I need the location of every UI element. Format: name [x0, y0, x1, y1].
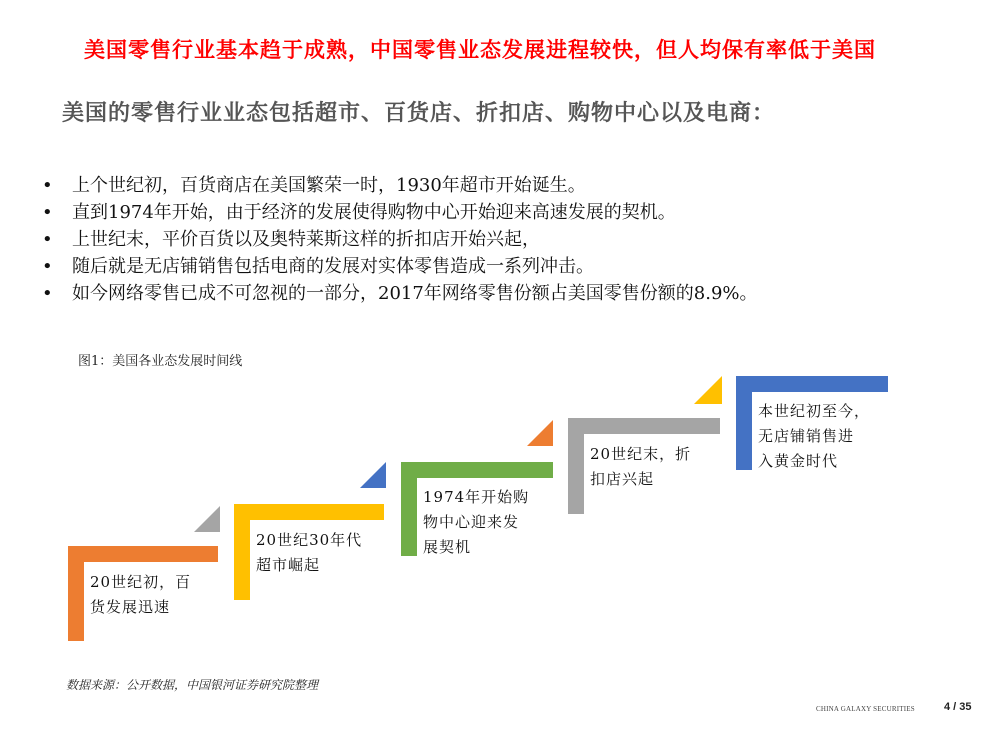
step-1-line-2: 货发展迅速 — [90, 598, 171, 616]
bullet-item — [38, 253, 858, 280]
bullet-item — [38, 172, 858, 199]
step-3-line-2: 物中心迎来发 — [423, 513, 520, 531]
step-3-text — [423, 485, 529, 560]
bullet-list — [38, 172, 858, 307]
step-1-top-bar — [68, 546, 218, 562]
step-1-text — [90, 570, 191, 620]
step-5-side-bar — [736, 376, 752, 470]
step-4-triangle-icon — [694, 376, 722, 404]
step-4-top-bar — [568, 418, 720, 434]
bullet-text: 如今网络零售已成不可忽视的一部分，2017年网络零售份额占美国零售份额的8.9%。 — [72, 283, 758, 304]
step-3-line-1: 1974年开始购 — [423, 488, 530, 506]
bullet-dot-icon: • — [42, 229, 53, 250]
step-5-line-2: 无店铺销售进 — [758, 427, 855, 445]
step-4-line-1: 20世纪末，折 — [590, 445, 692, 463]
step-5-top-bar — [736, 376, 888, 392]
step-2-text — [256, 528, 362, 578]
bullet-item — [38, 280, 842, 307]
step-3-top-bar — [401, 462, 553, 478]
footer-brand-logo: CHINA GALAXY SECURITIES — [816, 705, 915, 713]
data-source: 数据来源：公开数据，中国银河证券研究院整理 — [66, 678, 319, 692]
bullet-item — [38, 226, 858, 253]
figure-caption: 图1：美国各业态发展时间线 — [78, 354, 243, 369]
step-3-line-3: 展契机 — [423, 538, 472, 556]
step-1-line-1: 20世纪初，百 — [90, 573, 192, 591]
step-5-line-3: 入黄金时代 — [758, 452, 839, 470]
bullet-dot-icon: • — [42, 175, 53, 196]
bullet-item — [38, 199, 858, 226]
bullet-text: 上个世纪初，百货商店在美国繁荣一时，1930年超市开始诞生。 — [72, 175, 586, 196]
page-number: 4 / 35 — [944, 701, 972, 713]
bullet-text: 直到1974年开始，由于经济的发展使得购物中心开始迎来高速发展的契机。 — [72, 202, 676, 223]
step-2-line-2: 超市崛起 — [256, 556, 321, 574]
slide-subtitle: 美国的零售行业业态包括超市、百货店、折扣店、购物中心以及电商： — [62, 100, 776, 126]
slide-title: 美国零售行业基本趋于成熟，中国零售业态发展进程较快，但人均保有率低于美国 — [84, 37, 876, 62]
step-3-triangle-icon — [527, 420, 553, 446]
step-1-side-bar — [68, 546, 84, 641]
bullet-dot-icon: • — [42, 202, 53, 223]
bullet-dot-icon: • — [42, 256, 53, 277]
bullet-text: 随后就是无店铺销售包括电商的发展对实体零售造成一系列冲击。 — [72, 256, 594, 277]
step-1-triangle-icon — [194, 506, 220, 532]
step-2-triangle-icon — [360, 462, 386, 488]
step-2-line-1: 20世纪30年代 — [256, 531, 363, 549]
bullet-text: 上世纪末，平价百货以及奥特莱斯这样的折扣店开始兴起， — [72, 229, 540, 250]
step-2-side-bar — [234, 504, 250, 600]
step-2-top-bar — [234, 504, 384, 520]
step-5-line-1: 本世纪初至今， — [758, 402, 871, 420]
step-3-side-bar — [401, 462, 417, 556]
bullet-dot-icon: • — [42, 283, 53, 304]
step-4-side-bar — [568, 418, 584, 514]
step-4-line-2: 扣店兴起 — [590, 470, 655, 488]
step-5-text — [758, 399, 870, 474]
step-4-text — [590, 442, 691, 492]
